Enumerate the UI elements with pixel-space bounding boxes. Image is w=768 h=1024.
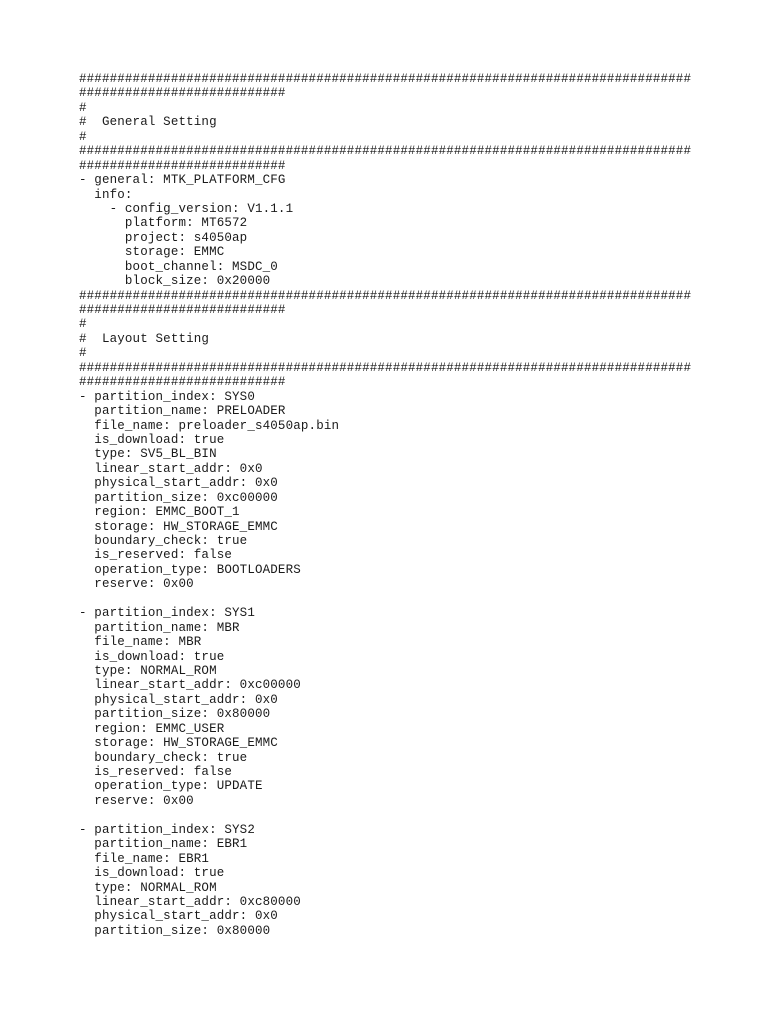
text-line: # <box>79 100 87 115</box>
text-line: ########################### <box>79 375 286 390</box>
text-line: - general: MTK_PLATFORM_CFG <box>79 173 286 188</box>
text-line: ################################################################################ <box>79 72 692 86</box>
text-line: operation_type: UPDATE <box>79 779 263 794</box>
text-line: - partition_index: SYS2 <box>79 822 255 837</box>
text-line: file_name: preloader_s4050ap.bin <box>79 418 340 433</box>
text-line: region: EMMC_USER <box>79 721 225 736</box>
text-line: ################################################################################ <box>79 360 692 375</box>
text-line: boundary_check: true <box>79 750 248 765</box>
text-line: physical_start_addr: 0x0 <box>79 909 278 924</box>
text-line: storage: EMMC <box>79 245 225 260</box>
text-line: project: s4050ap <box>79 230 248 245</box>
text-line: partition_size: 0x80000 <box>79 923 271 938</box>
text-line: partition_size: 0xc00000 <box>79 490 278 505</box>
text-line: - partition_index: SYS0 <box>79 389 255 404</box>
text-line: partition_name: EBR1 <box>79 837 248 852</box>
text-line: info: <box>79 187 133 202</box>
text-line: ########################### <box>79 303 286 317</box>
text-line: linear_start_addr: 0x0 <box>79 461 263 476</box>
text-line: linear_start_addr: 0xc80000 <box>79 894 301 909</box>
text-line: partition_name: PRELOADER <box>79 404 286 419</box>
text-line: - partition_index: SYS1 <box>79 606 255 621</box>
text-line <box>79 592 691 606</box>
text-line: physical_start_addr: 0x0 <box>79 476 278 491</box>
text-line: block_size: 0x20000 <box>79 274 271 289</box>
text-line: linear_start_addr: 0xc00000 <box>79 678 301 693</box>
text-line: is_download: true <box>79 432 225 447</box>
text-line: ################################################################################ <box>79 288 692 303</box>
text-line: type: NORMAL_ROM <box>79 880 217 895</box>
text-line: partition_size: 0x80000 <box>79 707 271 722</box>
text-line: # <box>79 346 87 361</box>
text-line: file_name: MBR <box>79 635 202 650</box>
text-line: reserve: 0x00 <box>79 577 194 592</box>
text-line: ################################################################################ <box>79 144 692 159</box>
text-line <box>79 808 691 822</box>
text-line: is_reserved: false <box>79 765 233 779</box>
text-line: # <box>79 129 87 144</box>
text-line: # Layout Setting <box>79 331 210 346</box>
text-line: type: SV5_BL_BIN <box>79 447 217 462</box>
scatter-file-text <box>79 72 691 938</box>
text-line: is_download: true <box>79 866 225 881</box>
text-line: platform: MT6572 <box>79 216 248 231</box>
text-line: # General Setting <box>79 115 217 130</box>
text-line: ########################### <box>79 158 286 173</box>
text-line: ########################### <box>79 86 286 101</box>
text-line: boundary_check: true <box>79 534 248 548</box>
text-line: partition_name: MBR <box>79 620 240 635</box>
text-line: type: NORMAL_ROM <box>79 663 217 678</box>
text-line: region: EMMC_BOOT_1 <box>79 505 240 520</box>
text-line: storage: HW_STORAGE_EMMC <box>79 519 278 534</box>
text-line: physical_start_addr: 0x0 <box>79 692 278 707</box>
text-line: - config_version: V1.1.1 <box>79 201 294 216</box>
text-line: is_reserved: false <box>79 548 233 563</box>
text-line: reserve: 0x00 <box>79 793 194 808</box>
text-line: is_download: true <box>79 649 225 664</box>
text-line: # <box>79 317 87 332</box>
text-line: boot_channel: MSDC_0 <box>79 259 278 274</box>
text-line: storage: HW_STORAGE_EMMC <box>79 736 278 751</box>
text-line: file_name: EBR1 <box>79 851 210 866</box>
text-line: operation_type: BOOTLOADERS <box>79 562 301 577</box>
